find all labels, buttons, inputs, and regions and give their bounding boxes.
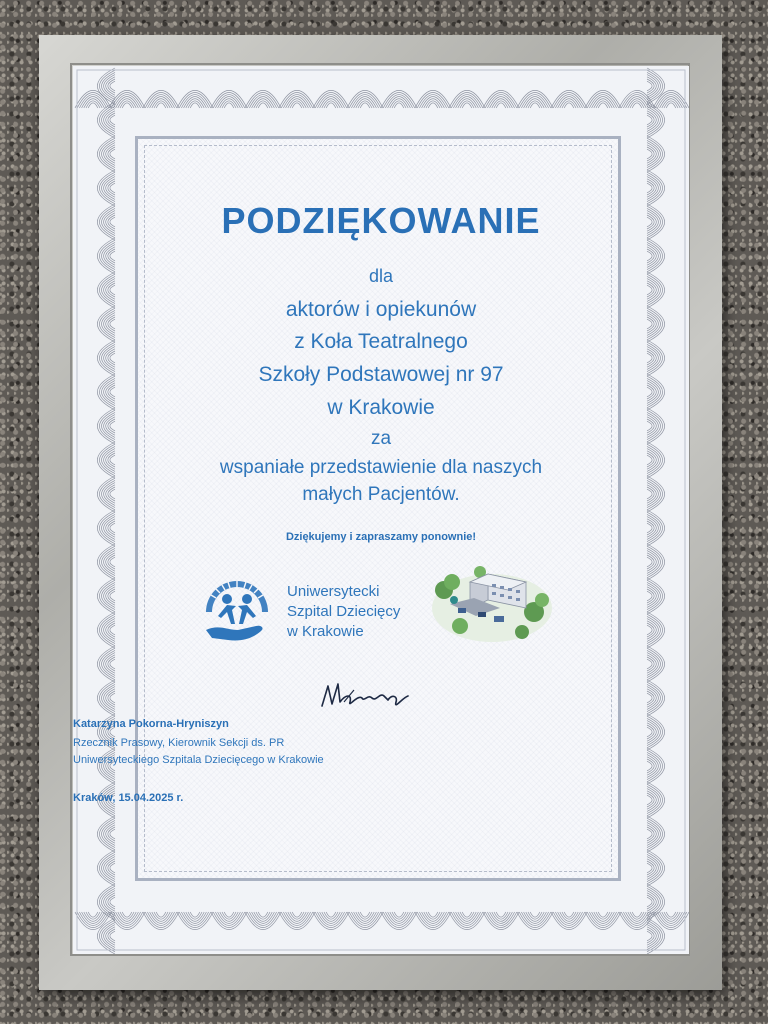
logo-text-line-1: Uniwersytecki: [287, 583, 380, 600]
text-line-city: w Krakowie: [327, 396, 435, 419]
signer-role-line-2: Uniwersyteckiego Szpitala Dziecięcego w Krakowie: [73, 754, 324, 766]
hospital-logo-icon: [198, 572, 276, 650]
text-line-za: za: [370, 428, 392, 449]
logo-text-line-2: Szpital Dziecięcy: [287, 603, 401, 620]
certificate-date: Kraków, 15.04.2025 r.: [73, 792, 184, 804]
text-line-school: Szkoły Podstawowej nr 97: [258, 363, 504, 386]
logo-text-line-3: w Krakowie: [287, 623, 364, 640]
signer-role-line-1: Rzecznik Prasowy, Kierownik Sekcji ds. PR: [73, 737, 285, 749]
certificate-title: PODZIĘKOWANIE: [221, 200, 541, 241]
hospital-logo-text: [287, 582, 400, 642]
text-line-performance: wspaniałe przedstawienie dla naszych: [219, 457, 543, 478]
hospital-building-illustration: [430, 560, 554, 646]
text-line-club: z Koła Teatralnego: [294, 330, 468, 353]
handwritten-signature: [318, 680, 418, 718]
text-line-recipients: aktorów i opiekunów: [285, 298, 477, 321]
certificate-paper: [73, 66, 689, 954]
certificate-panel: [135, 136, 621, 881]
signer-name: Katarzyna Pokorna-Hryniszyn: [73, 718, 229, 730]
text-line-dla: dla: [368, 266, 394, 286]
text-line-patients: małych Pacjentów.: [302, 484, 460, 505]
thanks-text: Dziękujemy i zapraszamy ponownie!: [285, 531, 477, 543]
